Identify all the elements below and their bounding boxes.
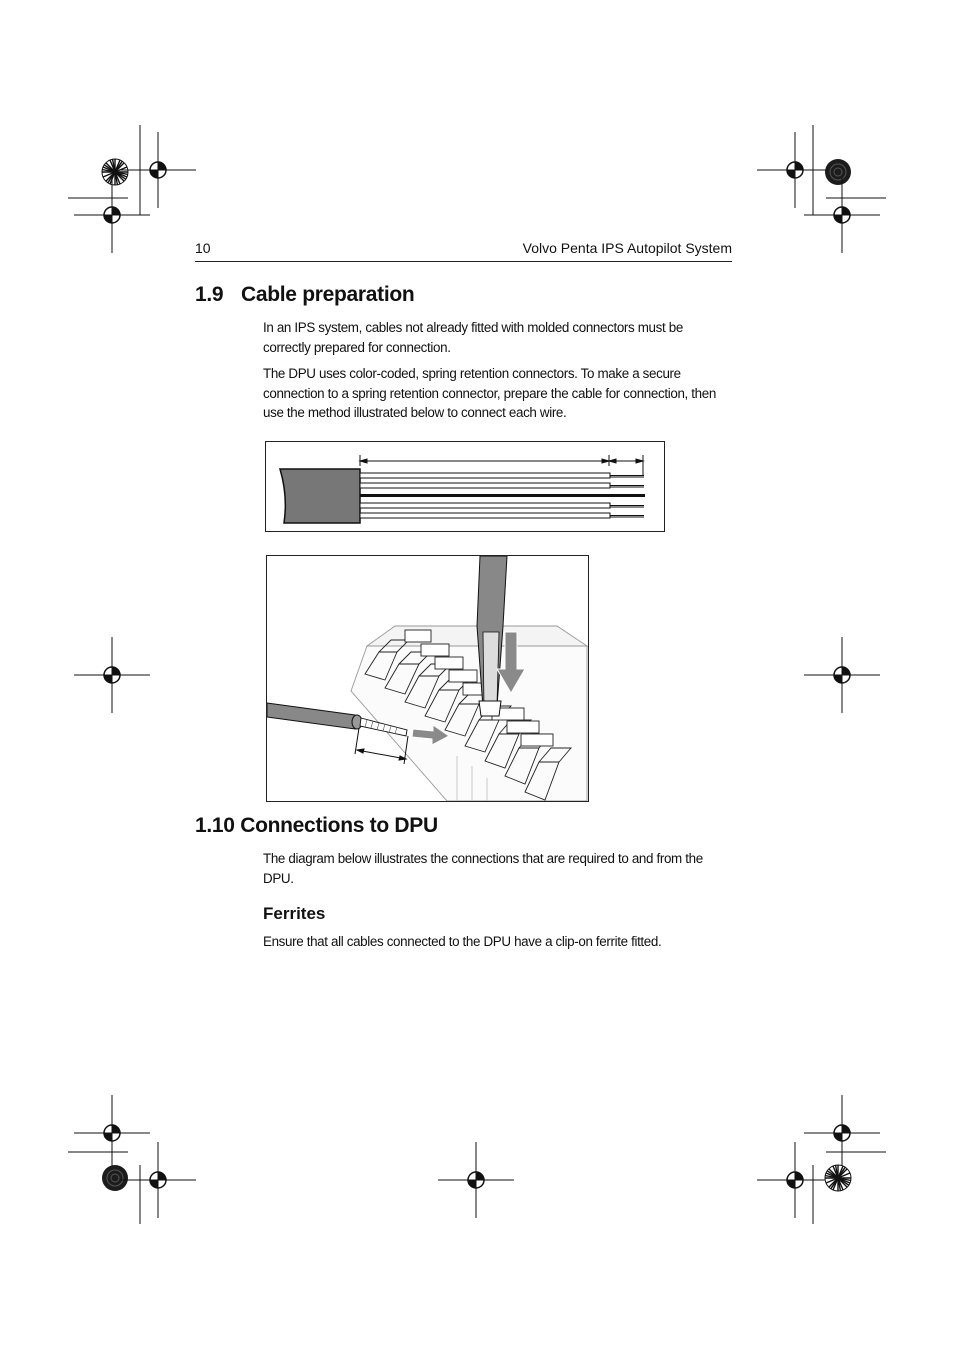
cable-prep-paragraph-1: In an IPS system, cables not already fitted with molded connectors must be correctly prepared for connection.: [263, 320, 683, 355]
section-heading-connections-to-dpu: [195, 814, 438, 838]
section-number: 1.10: [195, 814, 235, 837]
section-number: 1.9: [195, 283, 224, 306]
section-title: Cable preparation: [241, 283, 415, 306]
ferrites-heading: Ferrites: [263, 904, 326, 923]
connections-paragraph: The diagram below illustrates the connections that are required to and from the DPU.: [263, 851, 703, 886]
spring-connector-illustration: [267, 556, 588, 801]
stripped-cable-figure: [265, 441, 665, 532]
cable-prep-paragraph-2: The DPU uses color-coded, spring retention connectors. To make a secure connection to a spring retention connector, prepare the cable for connection, then use the method illustrated below to connect each wire.: [263, 366, 716, 420]
spring-connector-figure: [266, 555, 589, 802]
ferrites-paragraph: Ensure that all cables connected to the DPU have a clip-on ferrite fitted.: [263, 934, 662, 949]
page-number: 10: [195, 240, 211, 256]
header-rule: [195, 261, 732, 262]
section-title: Connections to DPU: [240, 814, 438, 837]
section-heading-cable-preparation: [195, 283, 414, 307]
running-title: Volvo Penta IPS Autopilot System: [522, 240, 732, 256]
stripped-cable-illustration: [266, 442, 664, 531]
